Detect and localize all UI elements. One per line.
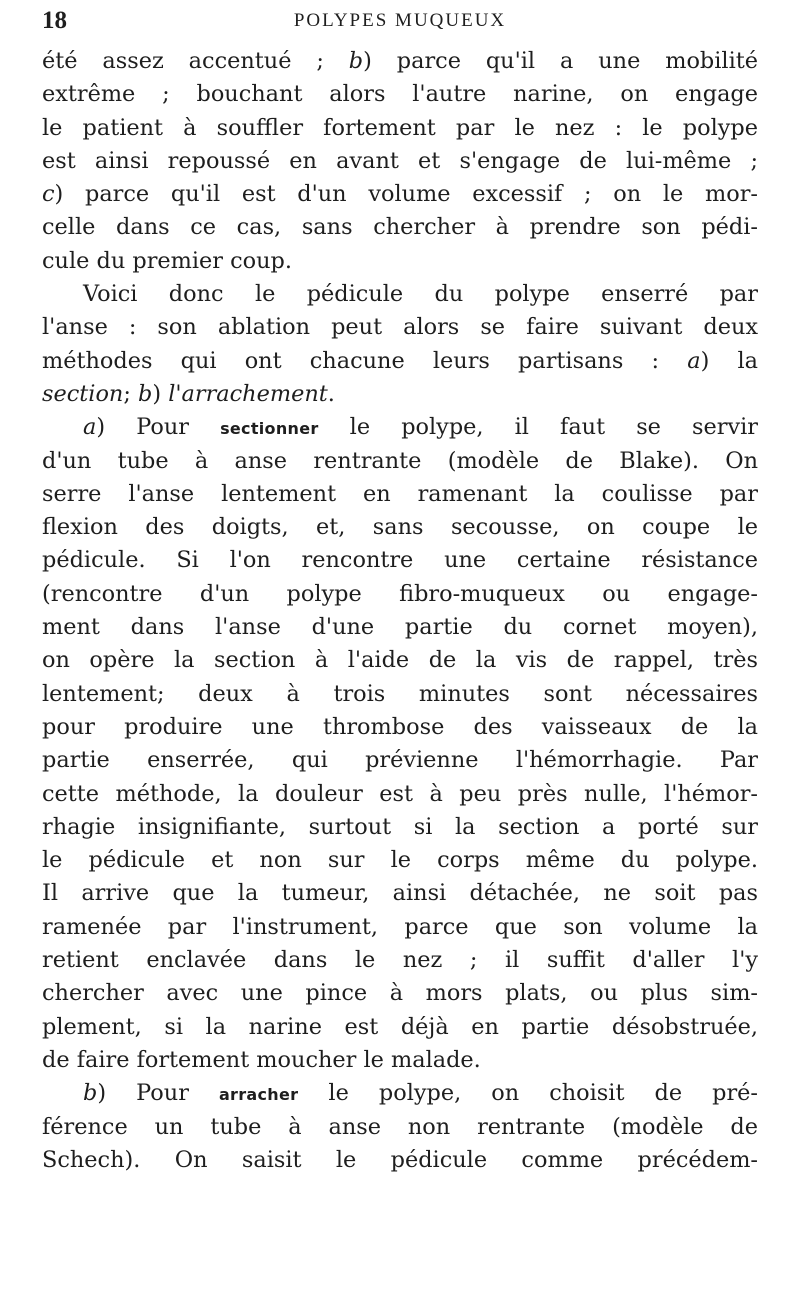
text-line: pour produire une thrombose des vaisseaux de la [42,713,758,740]
text-line: extrême ; bouchant alors l'autre narine, on engage [42,81,758,108]
running-head: POLYPES MUQUEUX [293,10,507,31]
page-number: 18 [42,7,67,34]
text-line: (rencontre d'un polype fibro-muqueux ou engage- [42,580,758,607]
text-line: été assez accentué ; b) parce qu'il a une mobilité [42,48,758,74]
text-line: partie enserrée, qui prévienne l'hémorrhagie. Par [42,747,758,774]
body-text [42,45,758,1177]
text-line: celle dans ce cas, sans chercher à prendre son pédi- [42,214,758,241]
text-line: lentement; deux à trois minutes sont nécessaires [42,680,758,707]
text-line: méthodes qui ont chacune leurs partisans : a) la [42,347,758,374]
keyword-sectionner: sectionner [220,419,319,439]
text-line: cule du premier coup. [42,247,293,274]
text-line: Schech). On saisit le pédicule comme précédem- [42,1146,758,1173]
paragraph-start-line: Voici donc le pédicule du polype enserré par [83,281,758,308]
text-line: pédicule. Si l'on rencontre une certaine résistance [42,547,758,574]
text-line: ment dans l'anse d'une partie du cornet moyen), [42,614,758,641]
text-line: férence un tube à anse non rentrante (modèle de [42,1113,758,1140]
text-line: cette méthode, la douleur est à peu près nulle, l'hémor- [42,780,758,807]
text-line: chercher avec une pince à mors plats, ou plus sim- [42,980,758,1007]
text-line: on opère la section à l'aide de la vis de rappel, très [42,647,758,674]
text-line: le patient à souffler fortement par le nez : le polype [42,114,758,141]
paragraph-start-line: b) Pour arracher le polype, on choisit de pré- [83,1080,758,1107]
text-line: d'un tube à anse rentrante (modèle de Blake). On [42,447,758,474]
text-line: le pédicule et non sur le corps même du polype. [42,847,758,874]
text-line: section; b) l'arrachement. [42,380,335,407]
page-header [42,6,758,36]
text-line: est ainsi repoussé en avant et s'engage de lui-même ; [42,147,758,174]
keyword-arracher: arracher [218,1085,299,1105]
text-line: l'anse : son ablation peut alors se faire suivant deux [42,314,758,341]
text-line: ramenée par l'instrument, parce que son volume la [42,913,758,940]
text-line: de faire fortement moucher le malade. [42,1046,481,1073]
text-line: Il arrive que la tumeur, ainsi détachée, ne soit pas [42,880,758,907]
text-line: flexion des doigts, et, sans secousse, on coupe le [42,514,758,541]
text-line: serre l'anse lentement en ramenant la coulisse par [42,480,758,507]
text-line: retient enclavée dans le nez ; il suffit d'aller l'y [42,947,758,974]
paragraph-start-line: a) Pour sectionner le polype, il faut se servir [83,414,758,441]
text-line: c) parce qu'il est d'un volume excessif ; on le mor- [42,181,758,208]
text-line: rhagie insignifiante, surtout si la section a porté sur [42,813,758,840]
text-line: plement, si la narine est déjà en partie désobstruée, [42,1013,758,1040]
